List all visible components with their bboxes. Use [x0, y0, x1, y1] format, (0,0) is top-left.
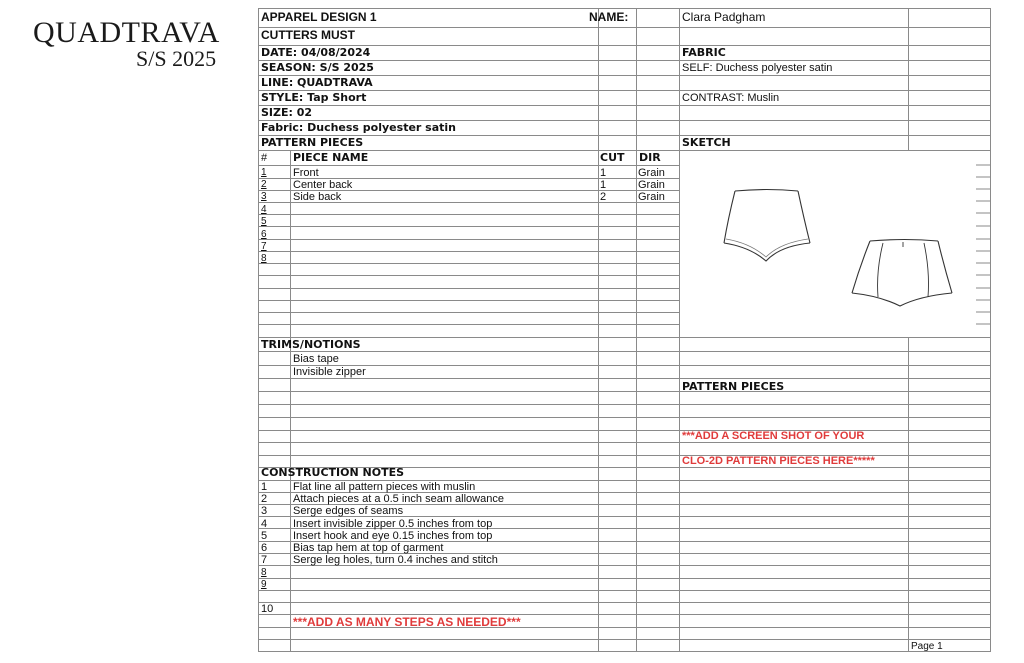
fabric-contrast[interactable]: CONTRAST: Muslin — [682, 92, 780, 104]
garment-sketch — [680, 151, 990, 337]
fabric-title: FABRIC — [682, 46, 726, 59]
step-1-text[interactable]: Flat line all pattern pieces with muslin — [293, 481, 476, 493]
info-style[interactable]: STYLE: Tap Short — [261, 91, 367, 104]
piece-row-6-num: 6 — [261, 229, 267, 240]
step-5-text[interactable]: Insert hook and eye 0.15 inches from top — [293, 530, 493, 542]
step-3-text[interactable]: Serge edges of seams — [293, 505, 404, 517]
brand-season: S/S 2025 — [136, 46, 217, 71]
piece-row-2-name[interactable]: Center back — [293, 179, 353, 191]
brand-name: QUADTRAVA — [33, 16, 220, 49]
piece-row-4-num: 4 — [261, 204, 267, 215]
step-7-text[interactable]: Serge leg holes, turn 0.4 inches and stitch — [293, 554, 498, 566]
trim-item-1[interactable]: Bias tape — [293, 353, 339, 365]
pattern-screenshot-title: PATTERN PIECES — [682, 380, 785, 393]
piece-row-3-num: 3 — [261, 191, 267, 202]
piece-row-2-cut[interactable]: 1 — [600, 179, 607, 191]
step-2-text[interactable]: Attach pieces at a 0.5 inch seam allowance — [293, 493, 504, 505]
construction-add-steps-note: ***ADD AS MANY STEPS AS NEEDED*** — [293, 615, 521, 629]
back-view-sketch — [852, 240, 952, 307]
piece-row-1-dir[interactable]: Grain — [638, 167, 665, 179]
info-season[interactable]: SEASON: S/S 2025 — [261, 61, 374, 74]
sketch-area — [680, 151, 990, 337]
piece-row-8-num: 8 — [261, 253, 267, 264]
step-6-text[interactable]: Bias tap hem at top of garment — [293, 542, 444, 554]
piece-row-1-cut[interactable]: 1 — [600, 167, 607, 179]
piece-row-5-num: 5 — [261, 216, 267, 227]
step-9-num: 9 — [261, 579, 267, 590]
pattern-screenshot-note-1: ***ADD A SCREEN SHOT OF YOUR — [682, 430, 865, 442]
sketch-title: SKETCH — [682, 136, 731, 149]
step-4-num: 4 — [261, 518, 268, 530]
pattern-pieces-title: PATTERN PIECES — [261, 136, 364, 149]
construction-title: CONSTRUCTION NOTES — [261, 466, 405, 479]
step-2-num: 2 — [261, 493, 268, 505]
name-value[interactable]: Clara Padgham — [682, 10, 766, 24]
step-8-num: 8 — [261, 567, 267, 578]
piece-row-3-cut[interactable]: 2 — [600, 191, 607, 203]
step-1-num: 1 — [261, 481, 268, 493]
piece-row-2-dir[interactable]: Grain — [638, 179, 665, 191]
page-number: Page 1 — [911, 641, 943, 652]
info-size[interactable]: SIZE: 02 — [261, 106, 313, 119]
piece-row-1-name[interactable]: Front — [293, 167, 319, 179]
info-fabric[interactable]: Fabric: Duchess polyester satin — [261, 121, 456, 134]
col-header-num: # — [261, 152, 268, 164]
fabric-self[interactable]: SELF: Duchess polyester satin — [682, 62, 833, 74]
col-header-dir: DIR — [639, 151, 661, 164]
piece-row-3-name[interactable]: Side back — [293, 191, 342, 203]
piece-row-1-num: 1 — [261, 167, 267, 178]
col-header-piece-name: PIECE NAME — [293, 151, 369, 164]
step-3-num: 3 — [261, 505, 268, 517]
front-view-sketch — [724, 190, 810, 262]
piece-row-2-num: 2 — [261, 179, 267, 190]
info-line[interactable]: LINE: QUADTRAVA — [261, 76, 373, 89]
trims-title: TRIMS/NOTIONS — [261, 338, 361, 351]
piece-row-3-dir[interactable]: Grain — [638, 191, 665, 203]
pattern-screenshot-note-2: CLO-2D PATTERN PIECES HERE***** — [682, 455, 875, 467]
col-header-cut: CUT — [600, 151, 625, 164]
step-10-num: 10 — [261, 603, 274, 615]
info-date[interactable]: DATE: 04/08/2024 — [261, 46, 371, 59]
trim-item-2[interactable]: Invisible zipper — [293, 366, 366, 378]
step-6-num: 6 — [261, 542, 268, 554]
piece-row-7-num: 7 — [261, 241, 267, 252]
course-title: APPAREL DESIGN 1 — [261, 10, 377, 24]
sketch-edge-ticks — [976, 165, 990, 324]
step-7-num: 7 — [261, 554, 268, 566]
step-4-text[interactable]: Insert invisible zipper 0.5 inches from top — [293, 518, 493, 530]
sheet-title: CUTTERS MUST — [261, 28, 355, 42]
name-label: NAME: — [589, 10, 629, 24]
step-5-num: 5 — [261, 530, 268, 542]
